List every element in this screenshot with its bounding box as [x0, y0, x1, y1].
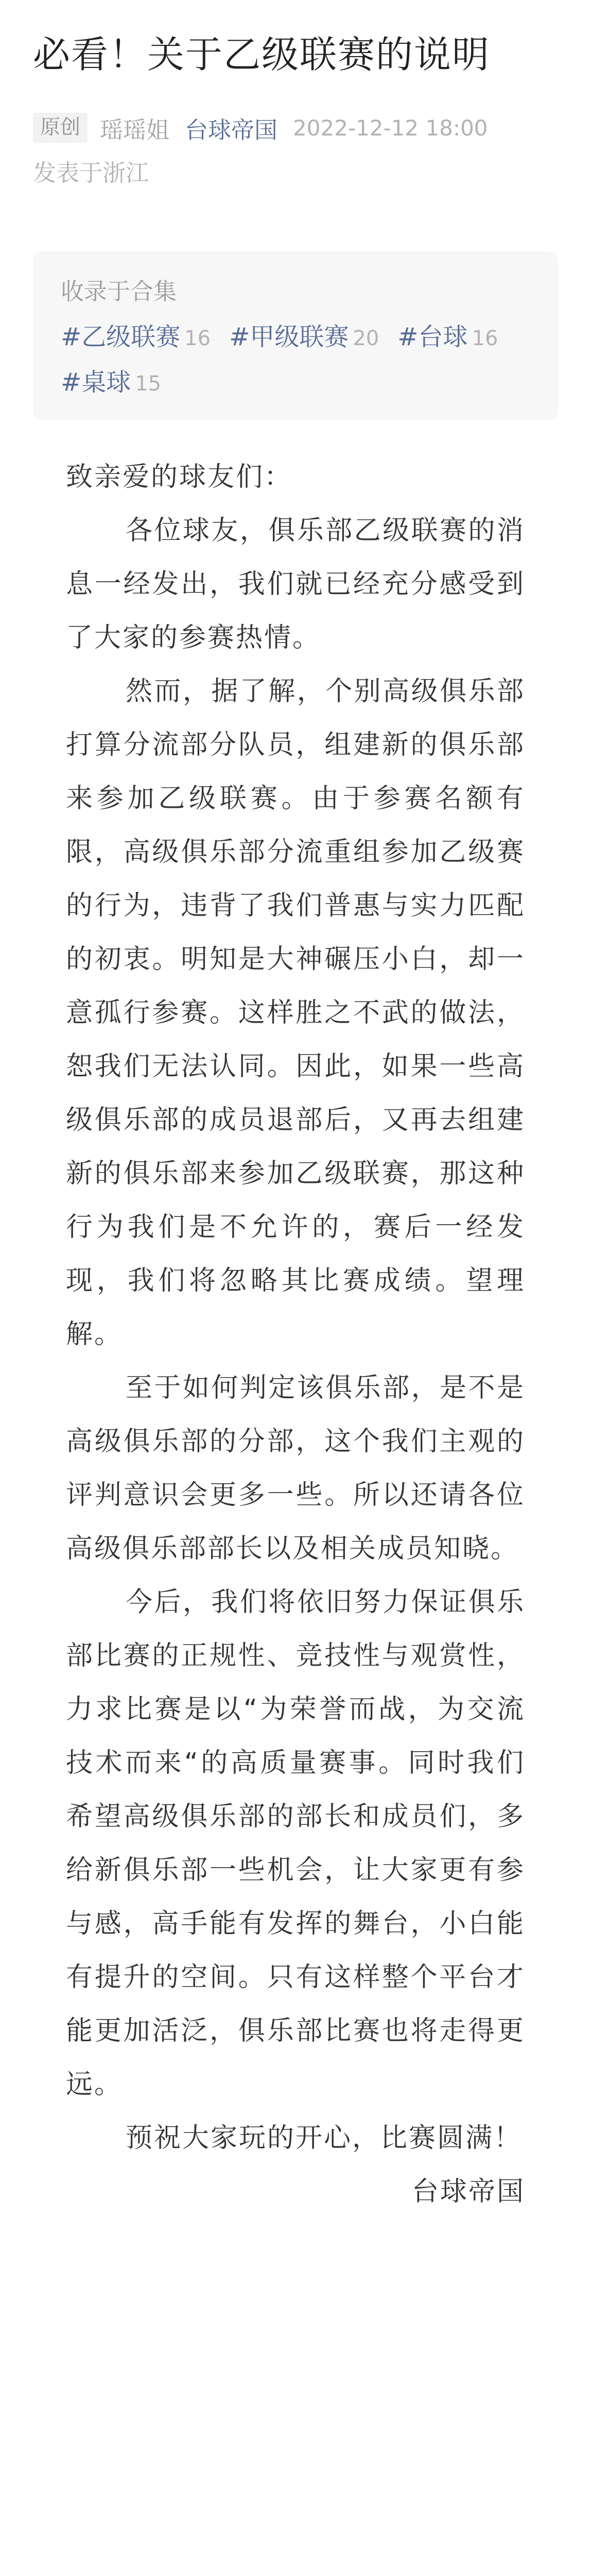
article-body	[66, 450, 525, 2218]
publish-location: 发表于浙江	[33, 159, 149, 187]
collection-tag-yiji[interactable]	[61, 314, 211, 360]
account-name-link[interactable]: 台球帝国	[185, 116, 278, 144]
article-title: 必看！关于乙级联赛的说明	[33, 33, 491, 76]
body-paragraph: 今后，我们将依旧努力保证俱乐部比赛的正规性、竞技性与观赏性，力求比赛是以“为荣誉而战，为交流技术而来“的高质量赛事。同时我们希望高级俱乐部的部长和成员们，多给新俱乐部一些机会，让大家更有参与感，高手能有发挥的舞台，小白能有提升的空间。只有这样整个平台才能更加活泛，俱乐部比赛也将走得更远。	[66, 1587, 525, 2100]
body-paragraph: 各位球友，俱乐部乙级联赛的消息一经发出，我们就已经充分感受到了大家的参赛热情。	[66, 515, 525, 653]
body-paragraph: 然而，据了解，个别高级俱乐部打算分流部分队员，组建新的俱乐部来参加乙级联赛。由于参赛名额有限，高级俱乐部分流重组参加乙级赛的行为，违背了我们普惠与实力匹配的初衷。明知是大神碾压小白，却一意孤行参赛。这样胜之不武的做法，恕我们无法认同。因此，如果一些高级俱乐部的成员退部后，又再去组建新的俱乐部来参加乙级联赛，那这种行为我们是不允许的，赛后一经发现，我们将忽略其比赛成绩。望理解。	[66, 676, 525, 1350]
collection-tags	[61, 314, 524, 405]
collection-tag-count: 16	[184, 327, 211, 350]
collection-tag-zhuoqiu[interactable]	[61, 360, 161, 405]
body-paragraph: 至于如何判定该俱乐部，是不是高级俱乐部的分部，这个我们主观的评判意识会更多一些。所以还请各位高级俱乐部部长以及相关成员知晓。	[66, 1372, 525, 1564]
body-paragraph: 预祝大家玩的开心，比赛圆满！	[126, 2123, 523, 2154]
original-badge: 原创	[33, 113, 88, 143]
signature: 台球帝国	[411, 2176, 525, 2207]
collection-tag-name: #桌球	[61, 368, 131, 397]
collection-tag-taiqiu[interactable]	[397, 314, 498, 360]
collection-tag-name: #台球	[397, 323, 468, 351]
salutation: 致亲爱的球友们：	[66, 462, 293, 493]
author-name: 瑶瑶姐	[100, 116, 170, 144]
article-meta	[33, 109, 488, 146]
collection-label: 收录于合集	[61, 278, 177, 305]
collection-tag-jiaji[interactable]	[229, 314, 379, 360]
collection-tag-count: 16	[472, 327, 498, 350]
collection-tag-name: #甲级联赛	[229, 323, 349, 351]
collection-tag-count: 15	[135, 372, 162, 396]
collection-tag-name: #乙级联赛	[61, 323, 181, 351]
collection-box	[33, 251, 558, 420]
collection-tag-count: 20	[353, 327, 379, 350]
publish-time: 2022-12-12 18:00	[293, 115, 488, 141]
